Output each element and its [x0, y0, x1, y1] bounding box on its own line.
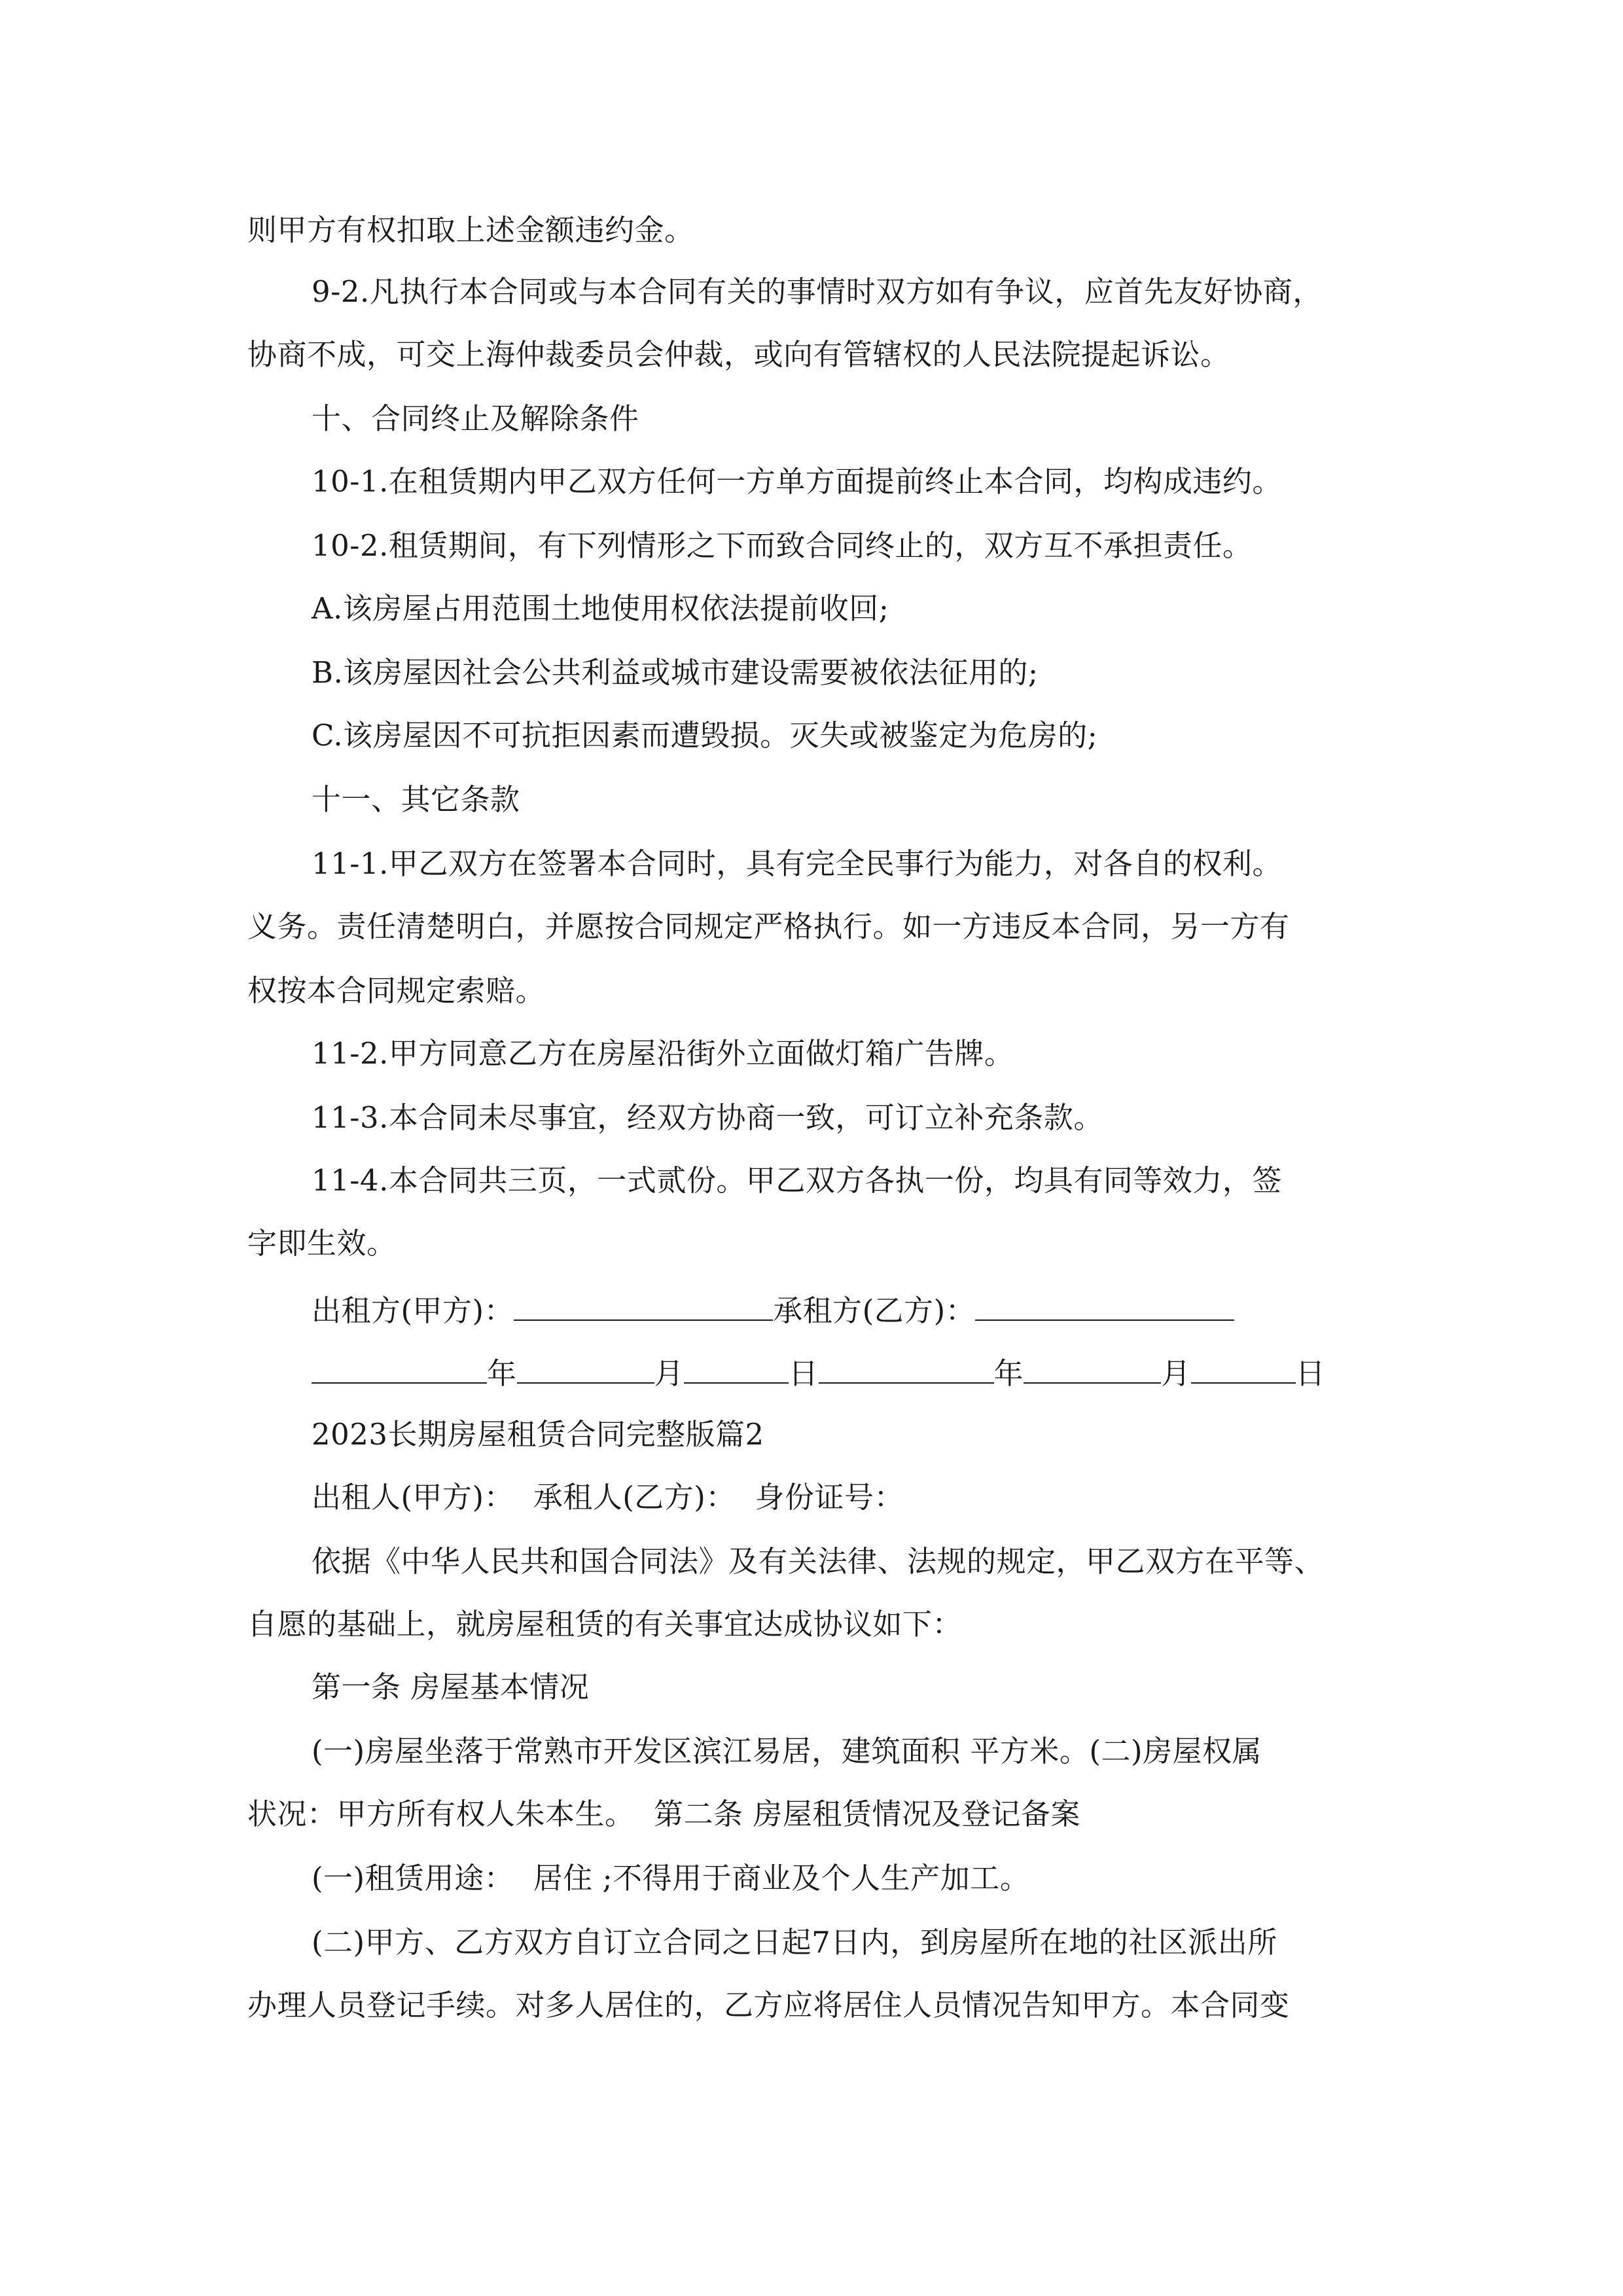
clause-1-1: (一)房屋坐落于常熟市开发区滨江易居，建筑面积 平方米。(二)房屋权属 — [312, 1734, 1262, 1768]
lessee-label: 承租方(乙方)： — [773, 1293, 976, 1328]
section-heading-11: 十一、其它条款 — [312, 782, 520, 817]
paragraph-line: 协商不成，可交上海仲裁委员会仲裁，或向有管辖权的人民法院提起诉讼。 — [247, 337, 1230, 372]
clause-10-2: 10-2.租赁期间，有下列情形之下而致合同终止的，双方互不承担责任。 — [312, 528, 1253, 563]
signature-date-line — [312, 1351, 1325, 1393]
year-blank[interactable] — [819, 1351, 994, 1384]
clause-9-2: 9-2.凡执行本合同或与本合同有关的事情时双方如有争议，应首先友好协商， — [312, 274, 1323, 309]
year-blank[interactable] — [312, 1351, 487, 1384]
article-title: 2023长期房屋租赁合同完整版篇2 — [312, 1417, 764, 1452]
signature-parties-line — [312, 1288, 1234, 1331]
article-heading-1: 第一条 房屋基本情况 — [312, 1670, 590, 1704]
day-blank[interactable] — [1191, 1351, 1296, 1384]
paragraph-line: 义务。责任清楚明白，并愿按合同规定严格执行。如一方违反本合同，另一方有 — [247, 909, 1290, 944]
section-heading-10: 十、合同终止及解除条件 — [312, 401, 639, 436]
month-label: 月 — [1161, 1356, 1191, 1391]
paragraph-line: 权按本合同规定索赔。 — [247, 973, 546, 1008]
day-label: 日 — [789, 1356, 819, 1391]
clause-10-1: 10-1.在租赁期内甲乙双方任何一方单方面提前终止本合同，均构成违约。 — [312, 464, 1282, 499]
day-label: 日 — [1295, 1356, 1326, 1391]
clause-11-2: 11-2.甲方同意乙方在房屋沿街外立面做灯箱广告牌。 — [312, 1036, 1014, 1071]
parties-line: 出租人(甲方)： 承租人(乙方)： 身份证号： — [312, 1480, 904, 1515]
paragraph-line: 字即生效。 — [247, 1226, 397, 1261]
preamble-line: 依据《中华人民共和国合同法》及有关法律、法规的规定，甲乙双方在平等、 — [312, 1544, 1325, 1579]
month-label: 月 — [654, 1356, 685, 1391]
clause-11-4: 11-4.本合同共三页，一式贰份。甲乙双方各执一份，均具有同等效力，签 — [312, 1163, 1282, 1198]
list-item-a: A.该房屋占用范围土地使用权依法提前收回; — [312, 591, 889, 626]
list-item-c: C.该房屋因不可抗拒因素而遭毁损。灭失或被鉴定为危房的; — [312, 718, 1098, 753]
day-blank[interactable] — [684, 1351, 789, 1384]
lessee-signature-blank[interactable] — [975, 1288, 1234, 1321]
clause-2-1: (一)租赁用途： 居住 ;不得用于商业及个人生产加工。 — [312, 1861, 1030, 1895]
paragraph-line: 状况：甲方所有权人朱本生。 第二条 房屋租赁情况及登记备案 — [247, 1797, 1080, 1831]
clause-11-1: 11-1.甲乙双方在签署本合同时，具有完全民事行为能力，对各自的权利。 — [312, 846, 1282, 881]
month-blank[interactable] — [517, 1351, 654, 1384]
list-item-b: B.该房屋因社会公共利益或城市建设需要被依法征用的; — [312, 655, 1039, 690]
month-blank[interactable] — [1024, 1351, 1161, 1384]
clause-2-2: (二)甲方、乙方双方自订立合同之日起7日内，到房屋所在地的社区派出所 — [312, 1925, 1277, 1960]
lessor-label: 出租方(甲方)： — [312, 1293, 514, 1328]
paragraph-line: 办理人员登记手续。对多人居住的，乙方应将居住人员情况告知甲方。本合同变 — [247, 1988, 1290, 2022]
year-label: 年 — [487, 1356, 517, 1391]
clause-11-3: 11-3.本合同未尽事宜，经双方协商一致，可订立补充条款。 — [312, 1100, 1103, 1135]
paragraph-line: 自愿的基础上，就房屋租赁的有关事宜达成协议如下： — [247, 1607, 963, 1641]
paragraph-line: 则甲方有权扣取上述金额违约金。 — [247, 213, 694, 247]
year-label: 年 — [993, 1356, 1024, 1391]
lessor-signature-blank[interactable] — [514, 1288, 773, 1321]
